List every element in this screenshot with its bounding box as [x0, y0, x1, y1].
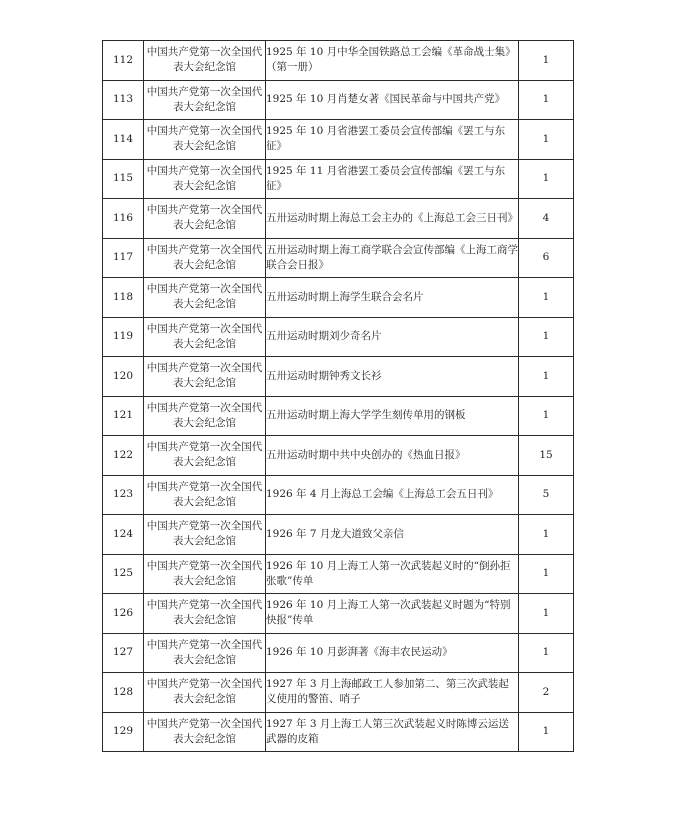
institution-cell: 中国共产党第一次全国代表大会纪念馆: [144, 515, 266, 555]
quantity-cell: 6: [519, 238, 574, 278]
institution-cell: 中国共产党第一次全国代表大会纪念馆: [144, 120, 266, 160]
row-number-cell: 116: [103, 199, 144, 239]
quantity-cell: 1: [519, 633, 574, 673]
quantity-cell: 4: [519, 199, 574, 239]
institution-cell: 中国共产党第一次全国代表大会纪念馆: [144, 554, 266, 594]
table-row: [103, 357, 574, 397]
table-row: [103, 159, 574, 199]
quantity-cell: 1: [519, 594, 574, 634]
quantity-cell: 1: [519, 396, 574, 436]
institution-cell: 中国共产党第一次全国代表大会纪念馆: [144, 475, 266, 515]
institution-cell: 中国共产党第一次全国代表大会纪念馆: [144, 357, 266, 397]
quantity-cell: 1: [519, 317, 574, 357]
row-number-cell: 117: [103, 238, 144, 278]
row-number-cell: 114: [103, 120, 144, 160]
row-number-cell: 119: [103, 317, 144, 357]
institution-cell: 中国共产党第一次全国代表大会纪念馆: [144, 712, 266, 752]
table-row: [103, 317, 574, 357]
row-number-cell: 127: [103, 633, 144, 673]
row-number-cell: 121: [103, 396, 144, 436]
row-number-cell: 113: [103, 80, 144, 120]
institution-cell: 中国共产党第一次全国代表大会纪念馆: [144, 317, 266, 357]
quantity-cell: 1: [519, 712, 574, 752]
institution-cell: 中国共产党第一次全国代表大会纪念馆: [144, 396, 266, 436]
item-description-cell: 1926 年 4 月上海总工会编《上海总工会五日刊》: [266, 475, 519, 515]
table-row: [103, 120, 574, 160]
item-description-cell: 五卅运动时期上海工商学联合会宣传部编《上海工商学联合会日报》: [266, 238, 519, 278]
item-description-cell: 五卅运动时期中共中央创办的《热血日报》: [266, 436, 519, 476]
item-description-cell: 五卅运动时期上海总工会主办的《上海总工会三日刊》: [266, 199, 519, 239]
quantity-cell: 1: [519, 278, 574, 318]
table-row: [103, 673, 574, 713]
item-description-cell: 1926 年 7 月龙大道致父亲信: [266, 515, 519, 555]
item-description-cell: 五卅运动时期刘少奇名片: [266, 317, 519, 357]
item-description-cell: 五卅运动时期上海学生联合会名片: [266, 278, 519, 318]
row-number-cell: 125: [103, 554, 144, 594]
row-number-cell: 128: [103, 673, 144, 713]
row-number-cell: 122: [103, 436, 144, 476]
row-number-cell: 118: [103, 278, 144, 318]
row-number-cell: 112: [103, 41, 144, 81]
quantity-cell: 1: [519, 159, 574, 199]
institution-cell: 中国共产党第一次全国代表大会纪念馆: [144, 159, 266, 199]
collection-table: [102, 40, 574, 752]
institution-cell: 中国共产党第一次全国代表大会纪念馆: [144, 633, 266, 673]
quantity-cell: 1: [519, 554, 574, 594]
row-number-cell: 120: [103, 357, 144, 397]
table-row: [103, 278, 574, 318]
table-row: [103, 396, 574, 436]
institution-cell: 中国共产党第一次全国代表大会纪念馆: [144, 436, 266, 476]
quantity-cell: 1: [519, 515, 574, 555]
item-description-cell: 1925 年 10 月中华全国铁路总工会编《革命战士集》（第一册）: [266, 41, 519, 81]
table-row: [103, 199, 574, 239]
row-number-cell: 115: [103, 159, 144, 199]
quantity-cell: 5: [519, 475, 574, 515]
institution-cell: 中国共产党第一次全国代表大会纪念馆: [144, 594, 266, 634]
table-row: [103, 554, 574, 594]
table-row: [103, 238, 574, 278]
institution-cell: 中国共产党第一次全国代表大会纪念馆: [144, 238, 266, 278]
institution-cell: 中国共产党第一次全国代表大会纪念馆: [144, 199, 266, 239]
table-body: [103, 41, 574, 752]
institution-cell: 中国共产党第一次全国代表大会纪念馆: [144, 41, 266, 81]
quantity-cell: 2: [519, 673, 574, 713]
table-row: [103, 633, 574, 673]
item-description-cell: 1927 年 3 月上海工人第三次武装起义时陈博云运送武器的皮箱: [266, 712, 519, 752]
item-description-cell: 1927 年 3 月上海邮政工人参加第二、第三次武装起义使用的警笛、哨子: [266, 673, 519, 713]
item-description-cell: 1926 年 10 月彭湃著《海丰农民运动》: [266, 633, 519, 673]
row-number-cell: 126: [103, 594, 144, 634]
item-description-cell: 1926 年 10 月上海工人第一次武装起义时的“倒孙拒张歌”传单: [266, 554, 519, 594]
quantity-cell: 1: [519, 357, 574, 397]
table-row: [103, 475, 574, 515]
table-row: [103, 515, 574, 555]
item-description-cell: 1925 年 10 月省港罢工委员会宣传部编《罢工与东征》: [266, 120, 519, 160]
item-description-cell: 五卅运动时期钟秀文长衫: [266, 357, 519, 397]
item-description-cell: 1925 年 11 月省港罢工委员会宣传部编《罢工与东征》: [266, 159, 519, 199]
quantity-cell: 1: [519, 80, 574, 120]
institution-cell: 中国共产党第一次全国代表大会纪念馆: [144, 673, 266, 713]
table-row: [103, 41, 574, 81]
row-number-cell: 124: [103, 515, 144, 555]
institution-cell: 中国共产党第一次全国代表大会纪念馆: [144, 80, 266, 120]
quantity-cell: 1: [519, 120, 574, 160]
item-description-cell: 五卅运动时期上海大学学生刻传单用的钢板: [266, 396, 519, 436]
item-description-cell: 1926 年 10 月上海工人第一次武装起义时题为“特别快报”传单: [266, 594, 519, 634]
row-number-cell: 129: [103, 712, 144, 752]
table-row: [103, 594, 574, 634]
row-number-cell: 123: [103, 475, 144, 515]
quantity-cell: 1: [519, 41, 574, 81]
item-description-cell: 1925 年 10 月肖楚女著《国民革命与中国共产党》: [266, 80, 519, 120]
quantity-cell: 15: [519, 436, 574, 476]
table-row: [103, 80, 574, 120]
table-row: [103, 436, 574, 476]
institution-cell: 中国共产党第一次全国代表大会纪念馆: [144, 278, 266, 318]
table-row: [103, 712, 574, 752]
